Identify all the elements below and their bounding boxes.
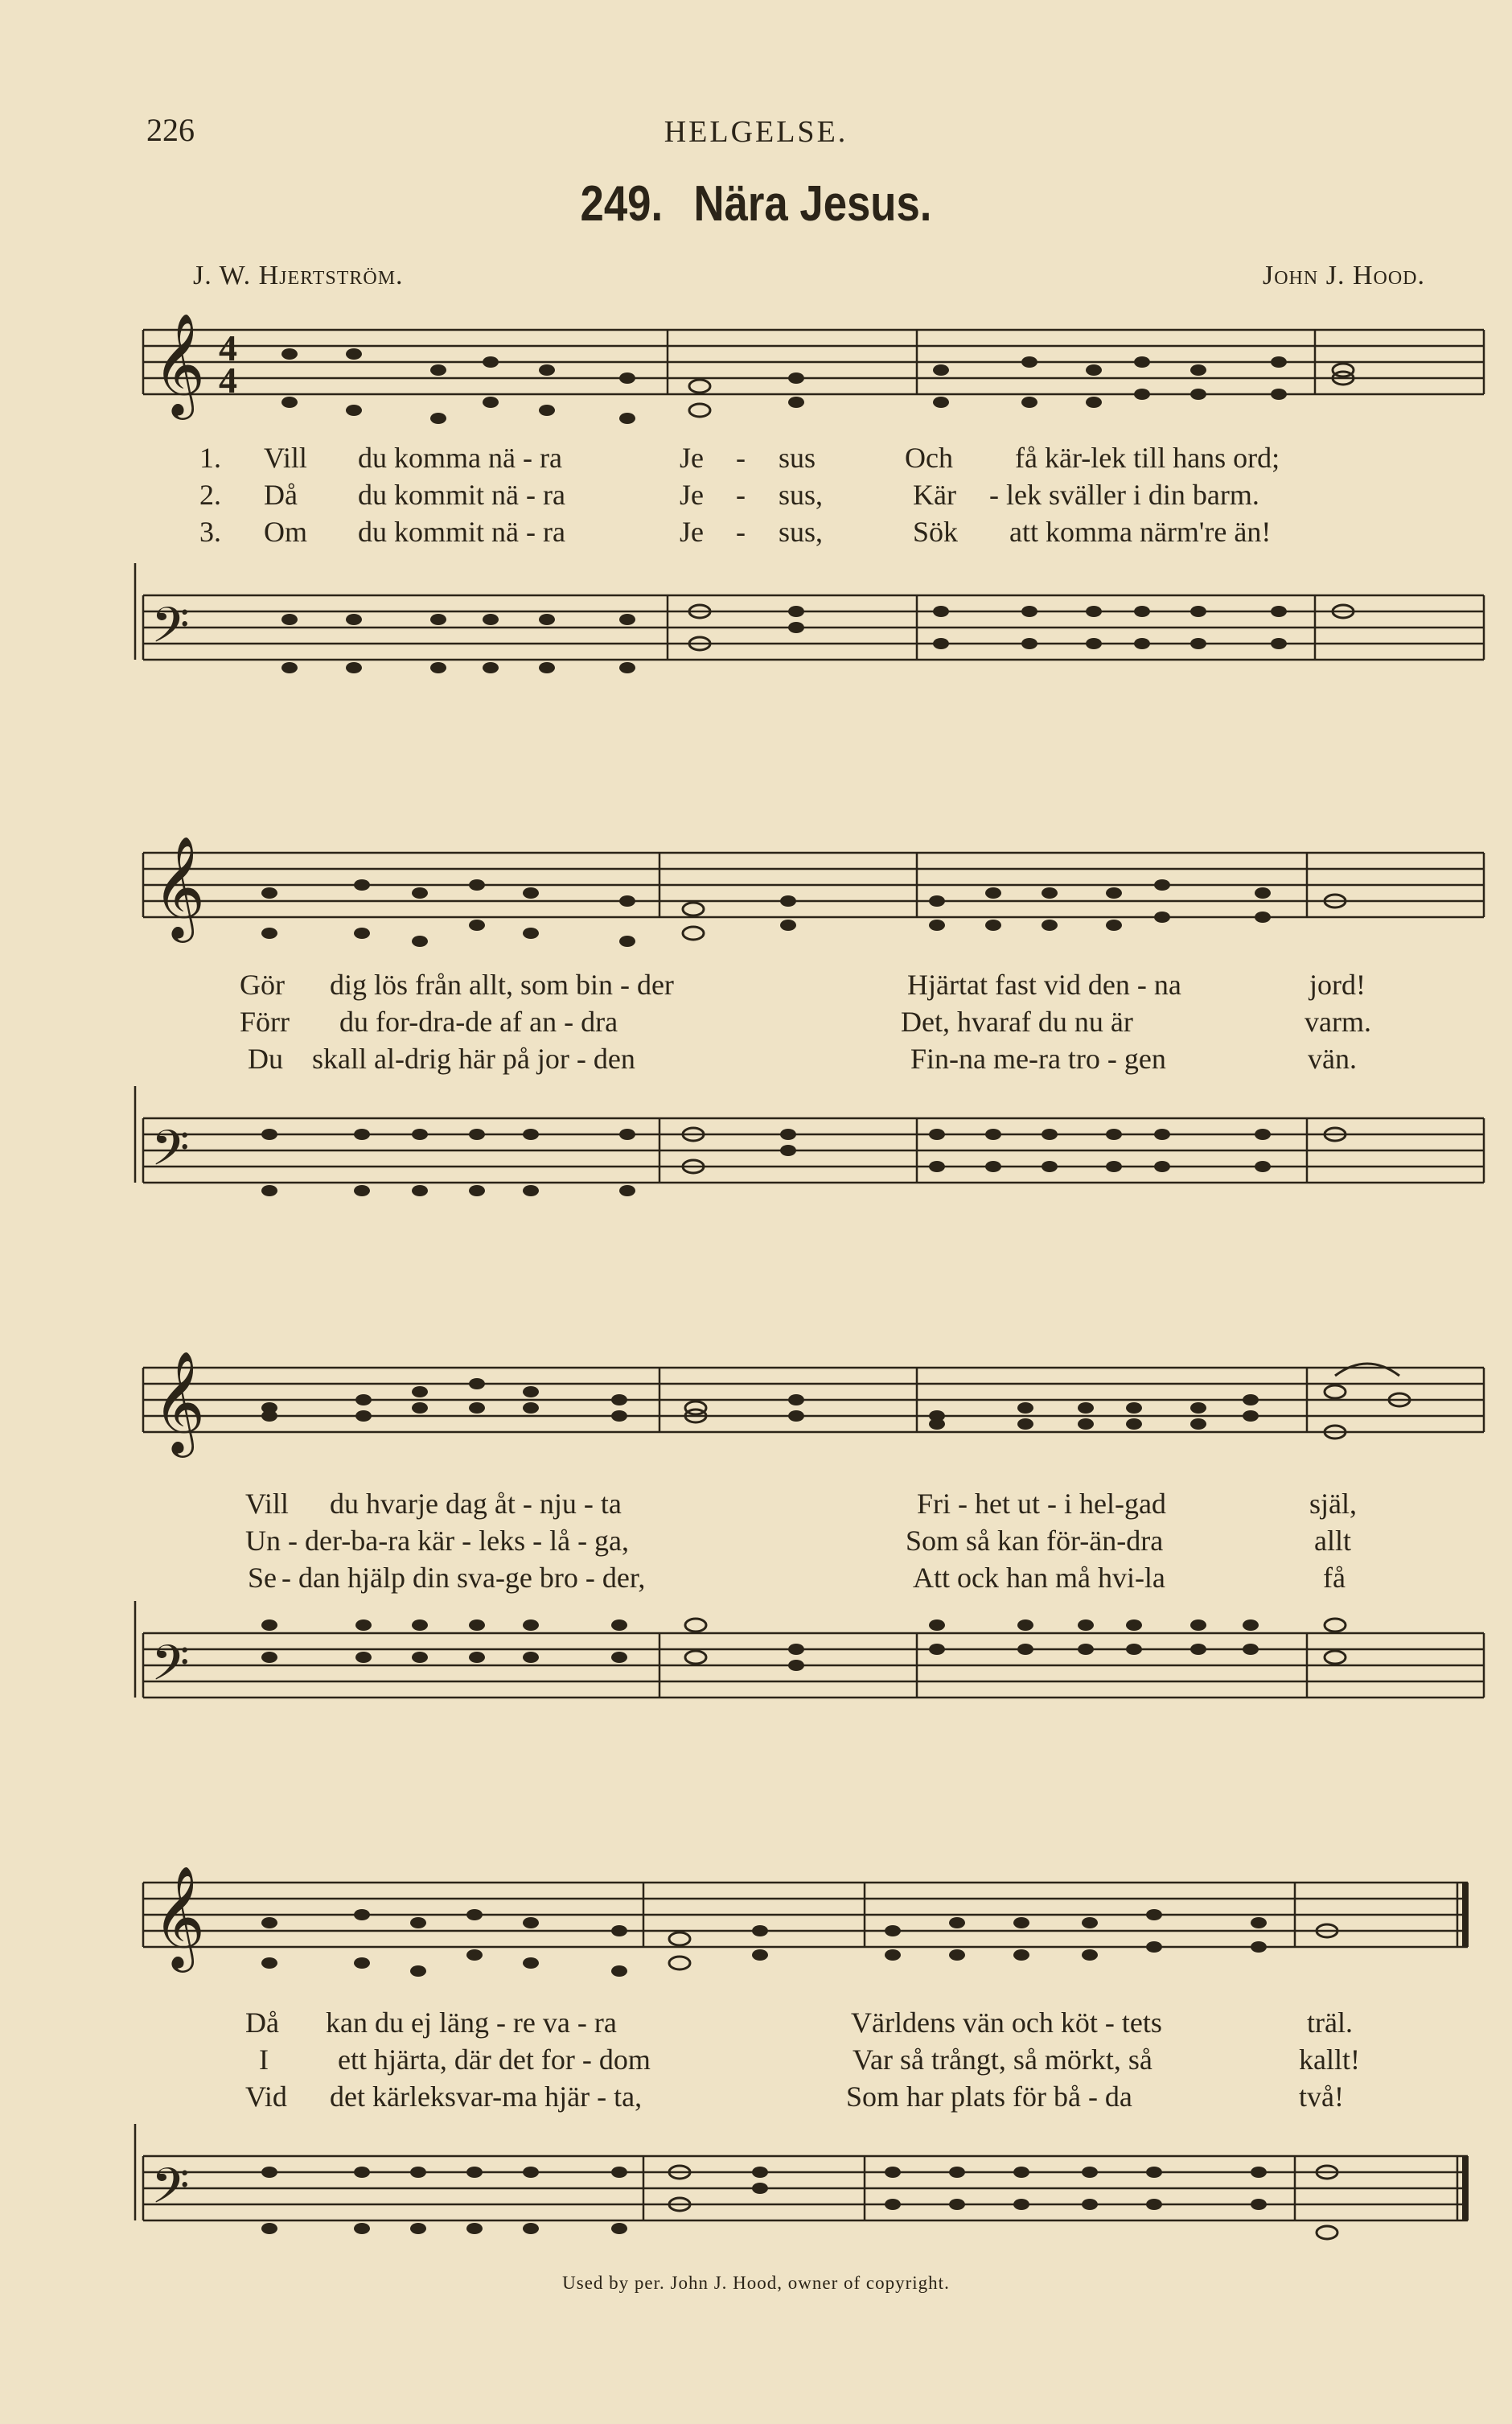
svg-text:𝄢: 𝄢 <box>151 2158 190 2227</box>
verse-line: Un - der-ba-ra kär - leks - lå - ga, Som så kan för-än-dra allt <box>245 1525 1351 1557</box>
verse-line: I ett hjärta, där det for - dom Var så trångt, så mörkt, så kallt! <box>259 2043 1360 2076</box>
bass-staff-system-2 <box>0 1086 1512 1215</box>
verse-line: Gör dig lös från allt, som bin - der Hjärtat fast vid den - na jord! <box>240 969 1366 1001</box>
composer-credit: John J. Hood. <box>1262 261 1425 290</box>
verse-line: Vid det kärleksvar-ma hjär - ta, Som har plats för bå - da två! <box>245 2080 1344 2113</box>
svg-text:𝄞: 𝄞 <box>153 837 206 938</box>
svg-text:𝄞: 𝄞 <box>153 314 206 415</box>
verse-line: 1. Vill du komma nä - ra Je - sus Och få kär-lek till hans ord; <box>199 442 1280 474</box>
svg-text:𝄢: 𝄢 <box>151 597 190 666</box>
svg-text:𝄞: 𝄞 <box>153 1352 206 1453</box>
verse-line: 2. Då du kommit nä - ra Je - sus, Kär - lek sväller i din barm. <box>199 479 1259 511</box>
verse-line: Se - dan hjälp din sva-ge bro - der, Att ock han må hvi-la få <box>248 1562 1346 1594</box>
bass-staff-system-1 <box>0 563 1512 692</box>
treble-staff-system-2 <box>0 837 1512 949</box>
verse-line: Du skall al-drig här på jor - den Fin-na me-ra tro - gen vän. <box>248 1043 1357 1075</box>
lyricist-credit: J. W. Hjertström. <box>193 261 404 290</box>
svg-text:𝄞: 𝄞 <box>153 1866 206 1968</box>
time-sig-bottom: 4 <box>219 360 237 401</box>
bass-staff-system-4 <box>0 2124 1512 2253</box>
copyright-footer: Used by per. John J. Hood, owner of copyright. <box>562 2273 950 2293</box>
svg-text:𝄢: 𝄢 <box>151 1120 190 1189</box>
svg-text:𝄢: 𝄢 <box>151 1635 190 1704</box>
verse-line: 3. Om du kommit nä - ra Je - sus, Sök att komma närm're än! <box>199 516 1272 548</box>
verse-line: Vill du hvarje dag åt - nju - ta Fri - het ut - i hel-gad själ, <box>245 1488 1357 1520</box>
page-number: 226 <box>146 112 195 148</box>
hymn-title: Nära Jesus. <box>693 176 932 232</box>
bass-staff-system-3 <box>0 1601 1512 1730</box>
verse-line: Förr du for-dra-de af an - dra Det, hvaraf du nu är varm. <box>240 1006 1371 1038</box>
treble-staff-system-3 <box>0 1352 1512 1464</box>
hymn-number: 249. <box>580 176 664 232</box>
hymn-title-row <box>113 175 1399 233</box>
treble-staff-system-1 <box>0 314 1512 426</box>
verse-line: Då kan du ej läng - re va - ra Världens vän och köt - tets träl. <box>245 2006 1353 2039</box>
time-sig-top: 4 <box>219 327 237 368</box>
running-head: HELGELSE. <box>664 115 848 149</box>
treble-staff-system-4 <box>0 1866 1512 1979</box>
